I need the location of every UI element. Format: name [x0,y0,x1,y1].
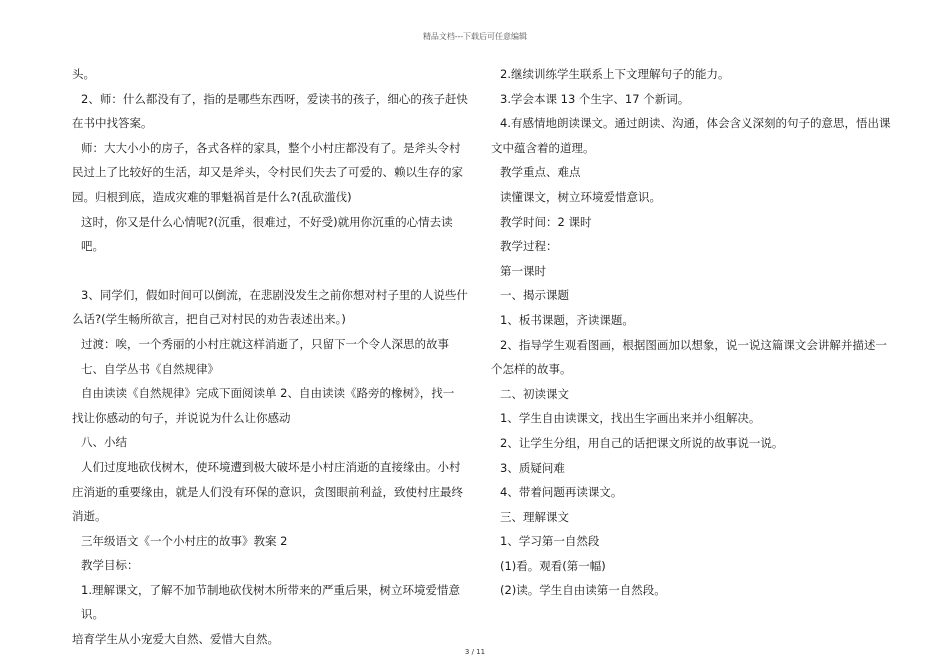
paragraph-line: 2、指导学生观看图画，根据图画加以想象，说一说这篇课文会讲解并描述一 [500,337,887,352]
paragraph-line: 文中蕴含着的道理。 [491,140,595,155]
paragraph-line: 自由读读《自然规律》完成下面阅读单 2、自由读读《路旁的橡树》，找一 [81,386,455,401]
paragraph-line: 3、同学们，假如时间可以倒流，在悲剧没发生之前你想对村子里的人说些什 [81,287,468,302]
paragraph-line: 这时，你又是什么心情呢?(沉重，很难过，不好受)就用你沉重的心情去读吧。 [81,214,453,254]
paragraph-line: 园。归根到底，造成灾难的罪魁祸首是什么?(乱砍滥伐) [72,189,352,204]
right-column [491,62,891,603]
paragraph-line: 人们过度地砍伐树木，使环境遭到极大破坏是小村庄消逝的直接缘由。小村 [81,459,461,474]
paragraph-line: 一、揭示课题 [500,288,569,303]
paragraph-line: 头。 [72,67,95,81]
paragraph-line: 八、小结 [81,435,127,450]
paragraph-line: 教学过程： [500,239,558,254]
paragraph-line: 1.理解课文，了解不加节制地砍伐树木所带来的严重后果，树立环境爱惜意识。 [81,582,460,622]
paragraph-line [72,259,472,283]
paragraph-line: 培育学生从小宠爱大自然、爱惜大自然。 [72,632,279,647]
left-column [72,62,472,652]
paragraph-line: 2、师：什么都没有了，指的是哪些东西呀，爱读书的孩子，细心的孩子赶快 [81,91,468,106]
paragraph-line: 么话?(学生畅所欲言，把自己对村民的劝告表述出来。) [72,312,346,327]
paragraph-line: 个怎样的故事。 [491,362,572,377]
paragraph-line: 1、学习第一自然段 [500,534,600,549]
paragraph-line: 3.学会本课 13 个生字、17 个新词。 [500,91,690,106]
paragraph-line: 读懂课文，树立环境爱惜意识。 [500,189,661,204]
paragraph-line: 三、理解课文 [500,509,569,524]
paragraph-line: 4、带着问题再读课文。 [500,485,623,500]
paragraph-line: 民过上了比较好的生活，却又是斧头，令村民们失去了可爱的、赖以生存的家 [72,165,463,180]
paragraph-line: 找让你感动的句子，并说说为什么让你感动 [72,410,291,425]
paragraph-line: 庄消逝的重要缘由，就是人们没有环保的意识，贪图眼前利益，致使村庄最终 [72,484,463,499]
paragraph-line: 3、质疑问难 [500,460,565,475]
paragraph-line: 2.继续训练学生联系上下文理解句子的能力。 [500,67,730,81]
paragraph-line: 二、初读课文 [500,386,569,401]
paragraph-line: 教学目标： [81,558,139,573]
paragraph-line: 1、学生自由读课文，找出生字画出来并小组解决。 [500,411,761,426]
paragraph-line: 第一课时 [500,263,546,278]
paragraph-line: 师：大大小小的房子，各式各样的家具，整个小村庄都没有了。是斧头令村 [81,140,461,155]
page-number: 3 / 11 [464,648,486,656]
paragraph-line: 过渡：唉，一个秀丽的小村庄就这样消逝了，只留下一个令人深思的故事 [81,336,449,351]
paragraph-line: 教学重点、难点 [500,165,581,180]
paragraph-line: (1)看。观看(第一幅) [500,558,606,573]
paragraph-line: 教学时间：2 课时 [500,214,592,229]
paragraph-line: 1、板书课题，齐读课题。 [500,312,634,327]
paragraph-line: 三年级语文《一个小村庄的故事》教案 2 [81,533,288,548]
paragraph-line: 2、让学生分组，用自己的话把课文所说的故事说一说。 [500,435,784,450]
paragraph-line: 七、自学丛书《自然规律》 [81,361,219,376]
paragraph-line: 消逝。 [72,509,107,524]
page-header: 精品文档---下载后可任意编辑 [422,32,528,41]
paragraph-line: (2)读。学生自由读第一自然段。 [500,583,666,598]
paragraph-line: 在书中找答案。 [72,116,153,131]
paragraph-line: 4.有感情地朗读课文。通过朗读、沟通，体会含义深刻的句子的意思，悟出课 [500,116,891,131]
